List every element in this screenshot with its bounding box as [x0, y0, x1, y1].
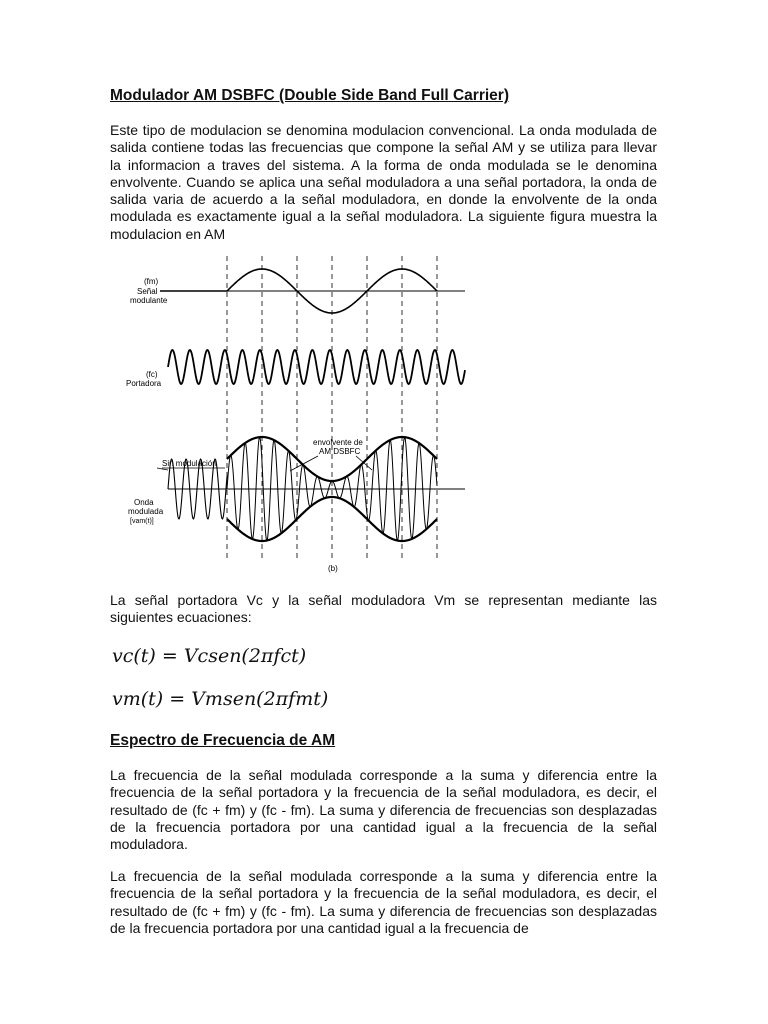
timing-guide-lines	[227, 256, 437, 562]
spectrum-paragraph-1: La frecuencia de la señal modulada corresponde a la suma y diferencia entre la frecuencia de la señal portadora y la frecuencia de la señal moduladora, es decir, el resultado de (fc + fm) y (fc - fm). La suma y diferencia de frecuencias son desplazadas de la frecuencia portadora por una cantidad igual a la frecuencia de la señal moduladora.	[110, 767, 657, 853]
envelope-label-2: AM DSBFC	[319, 447, 361, 456]
intro-paragraph: Este tipo de modulacion se denomina modulacion convencional. La onda modulada de salida contiene todas las frecuencias que compone la señal AM y se utiliza para llevar la informacion a traves del sistema. A la forma de onda modulada se le denomina envolvente. Cuando se aplica una señal moduladora a una señal portadora, la onda de salida varia de acuerdo a la señal moduladora, en donde la envolvente de la onda modulada es exactamente igual a la señal moduladora. La siguiente figura muestra la modulacion en AM	[110, 122, 657, 242]
equations-intro-paragraph: La señal portadora Vc y la señal moduladora Vm se representan mediante las siguientes ecuaciones:	[110, 592, 657, 626]
page-title: Modulador AM DSBFC (Double Side Band Full Carrier)	[110, 87, 509, 104]
spectrum-paragraph-2: La frecuencia de la señal modulada corresponde a la suma y diferencia entre la frecuencia de la señal portadora y la frecuencia de la señal moduladora, es decir, el resultado de (fc + fm) y (fc - fm). La suma y diferencia de frecuencias son desplazadas de la frecuencia portadora por una cantidad igual a la frecuencia de	[110, 868, 657, 936]
modulating-label: Señal	[137, 287, 158, 296]
envelope-label: envolvente de	[313, 438, 363, 447]
carrier-equation-rhs: sen(2πfct)	[208, 645, 307, 667]
carrier-freq-label: (fc)	[146, 370, 158, 379]
modulating-equation-lhs: vm(t) = Vm	[112, 688, 223, 710]
modulated-label: Onda	[134, 498, 154, 507]
modulating-equation-rhs: sen(2πfmt)	[222, 688, 329, 710]
carrier-signal-wave	[168, 350, 465, 384]
no-modulation-label: Sin modulación	[162, 459, 217, 468]
modulated-label-3: [vam(t)]	[130, 518, 154, 525]
figure-caption: (b)	[328, 564, 338, 573]
modulating-label-2: modulante	[130, 296, 168, 305]
modulating-equation	[112, 688, 328, 710]
section-title-spectrum: Espectro de Frecuencia de AM	[110, 732, 336, 749]
carrier-label: Portadora	[126, 379, 162, 388]
am-modulation-figure	[110, 250, 470, 580]
modulated-label-2: modulada	[128, 507, 164, 516]
modulating-freq-label: (fm)	[144, 277, 159, 286]
carrier-equation-lhs: vc(t) = Vc	[112, 645, 209, 667]
carrier-equation	[112, 645, 306, 667]
am-waveform-diagram	[110, 250, 470, 580]
